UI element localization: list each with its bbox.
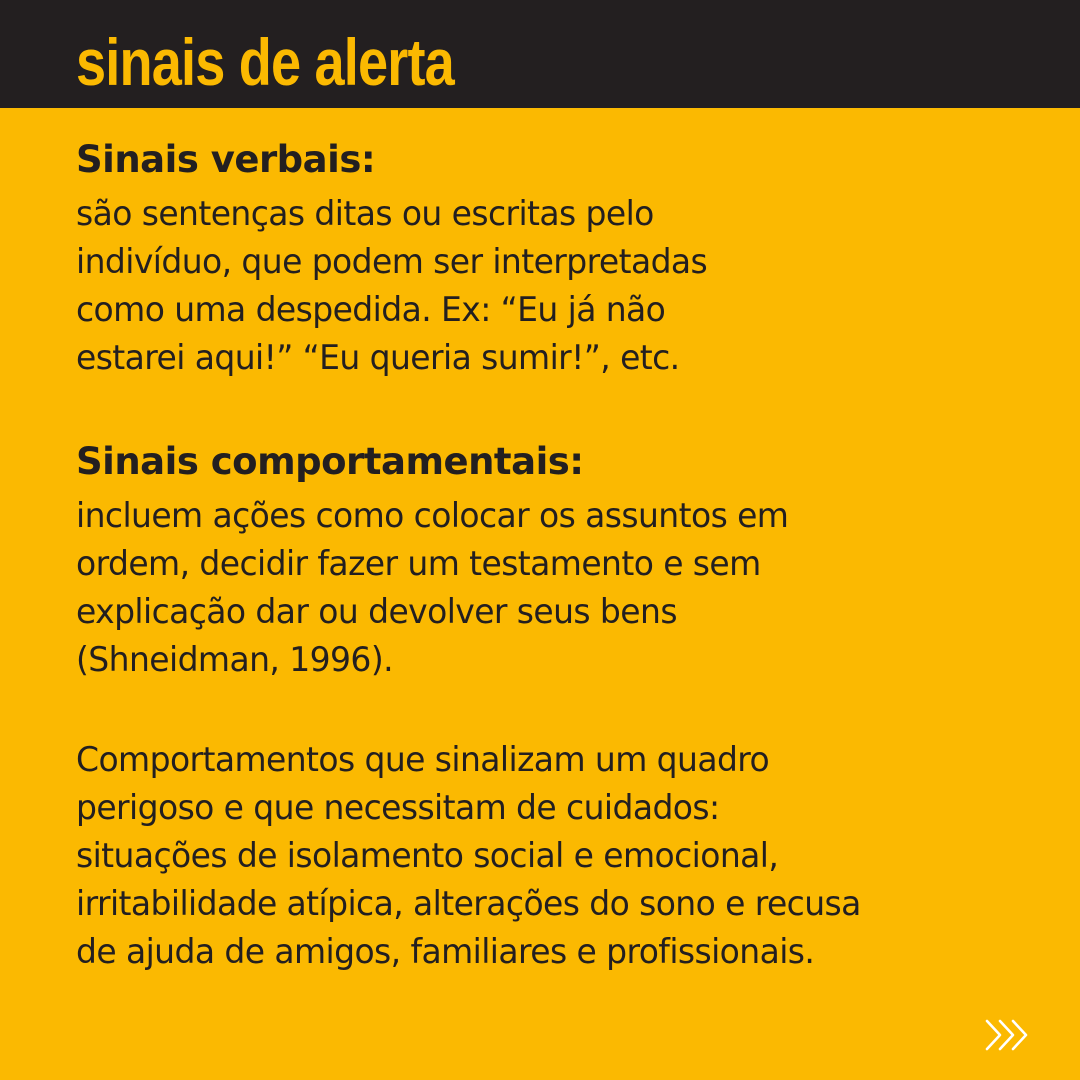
text-line: irritabilidade atípica, alterações do sono e recusa [76, 884, 861, 924]
text-line: incluem ações como colocar os assuntos em [76, 496, 789, 536]
text-line: estarei aqui!” “Eu queria sumir!”, etc. [76, 338, 680, 378]
section-spacer [76, 684, 1036, 736]
section-spacer [76, 382, 1036, 434]
section-text-verbal [76, 190, 1036, 382]
page-title: sinais de alerta [76, 25, 454, 99]
text-line: Comportamentos que sinalizam um quadro [76, 740, 770, 780]
text-line: (Shneidman, 1996). [76, 640, 394, 680]
section-heading-behavioral: Sinais comportamentais: [76, 440, 584, 483]
text-line: são sentenças ditas ou escritas pelo [76, 194, 654, 234]
text-line: indivíduo, que podem ser interpretadas [76, 242, 708, 282]
section-text-behavioral [76, 492, 1036, 684]
text-line: ordem, decidir fazer um testamento e sem [76, 544, 761, 584]
closing-paragraph [76, 736, 1036, 976]
text-line: de ajuda de amigos, familiares e profissionais. [76, 932, 815, 972]
text-line: situações de isolamento social e emocional, [76, 836, 779, 876]
text-line: como uma despedida. Ex: “Eu já não [76, 290, 666, 330]
text-line: explicação dar ou devolver seus bens [76, 592, 677, 632]
text-line: perigoso e que necessitam de cuidados: [76, 788, 720, 828]
triple-chevron-right-icon[interactable] [984, 1018, 1030, 1052]
main-content [76, 132, 1036, 976]
section-heading-verbal: Sinais verbais: [76, 138, 376, 181]
